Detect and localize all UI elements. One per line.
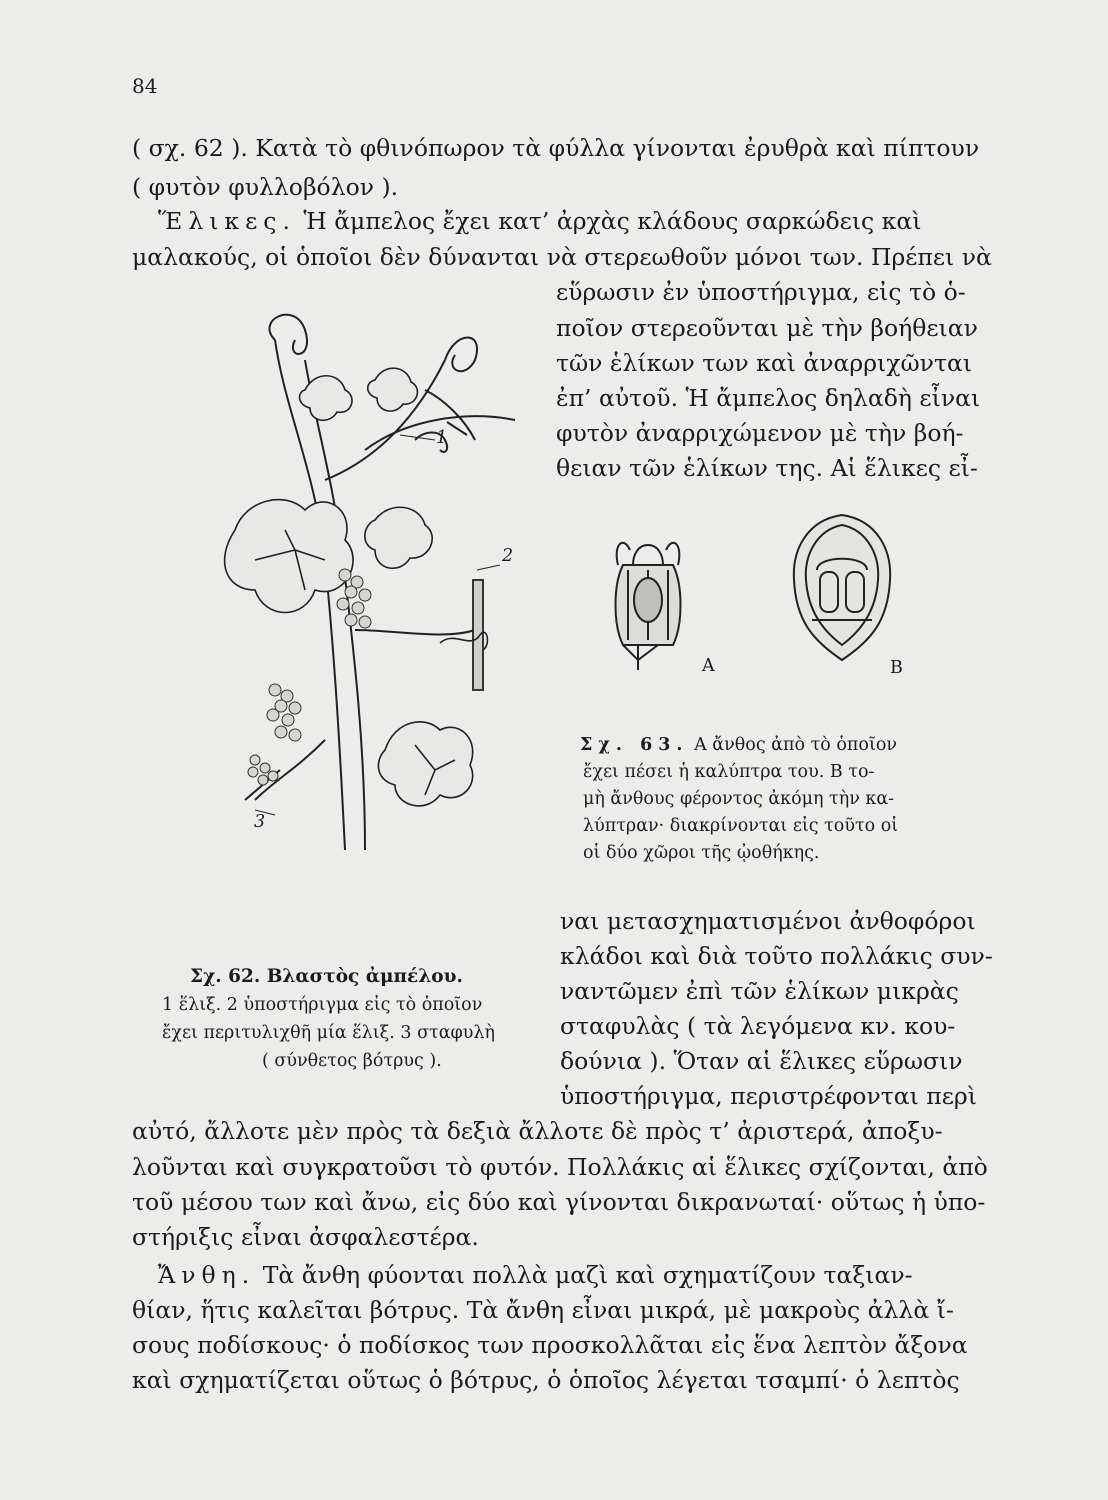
text-line: φυτὸν ἀναρριχώμενον μὲ τὴν βοή-: [556, 419, 964, 447]
figure-label-b: Β: [890, 658, 903, 678]
text-line: αὐτό, ἄλλοτε μὲν πρὸς τὰ δεξιὰ ἄλλοτε δὲ πρὸς τ’ ἀριστερά, ἀποξυ-: [132, 1117, 943, 1145]
section-heading-anthi: Ἄνθη.: [158, 1261, 256, 1289]
text-line: κλάδοι καὶ διὰ τοῦτο πολλάκις συν-: [560, 942, 993, 970]
text-line: μαλακούς, οἱ ὁποῖοι δὲν δύνανται νὰ στερεωθοῦν μόνοι των. Πρέπει νὰ: [132, 243, 992, 271]
figure-label-a: Α: [702, 656, 715, 676]
text-line: ποῖον στερεοῦνται μὲ τὴν βοήθειαν: [556, 314, 978, 342]
caption-head: Σχ. 63.: [580, 735, 689, 755]
text-line: τῶν ἑλίκων των καὶ ἀναρριχῶνται: [556, 349, 973, 377]
caption-line: οἱ δύο χῶροι τῆς ᾠοθήκης.: [583, 843, 820, 863]
figure-label-1: 1: [436, 428, 448, 448]
text-line: καὶ σχηματίζεται οὕτως ὁ βότρυς, ὁ ὁποῖος λέγεται τσαμπί· ὁ λεπτὸς: [132, 1366, 960, 1394]
caption-line: μὴ ἄνθους φέροντος ἀκόμη τὴν κα-: [583, 789, 895, 809]
text-line: ( φυτὸν φυλλοβόλον ).: [132, 173, 399, 201]
flower-section-illustration-b: [782, 510, 902, 665]
elikes-paragraph: [158, 207, 922, 235]
text-line: στήριξις εἶναι ἀσφαλεστέρα.: [132, 1223, 479, 1251]
text-line: ναι μετασχηματισμένοι ἀνθοφόροι: [560, 907, 976, 935]
text-run: Ἡ ἄμπελος ἔχει κατ’ ἀρχὰς κλάδους σαρκώδεις καὶ: [303, 207, 922, 235]
text-line: ναντῶμεν ἐπὶ τῶν ἑλίκων μικρὰς: [560, 977, 959, 1005]
flower-illustration-a: [608, 525, 688, 675]
text-line: δούνια ). Ὅταν αἱ ἕλικες εὕρωσιν: [560, 1047, 963, 1075]
figure-label-3: 3: [254, 812, 266, 832]
text-run: Τὰ ἄνθη φύονται πολλὰ μαζὶ καὶ σχηματίζουν ταξιαν-: [262, 1261, 913, 1289]
anthi-paragraph: [158, 1261, 913, 1289]
page-number: 84: [132, 74, 158, 98]
caption-line: ἔχει πέσει ἡ καλύπτρα του. Β το-: [583, 762, 875, 782]
text-line: εὕρωσιν ἐν ὑποστήριγμα, εἰς τὸ ὁ-: [556, 278, 966, 306]
caption-text: Α ἄνθος ἀπὸ τὸ ὁποῖον: [694, 735, 897, 755]
section-heading-elikes: Ἕλικες.: [158, 207, 296, 235]
text-line: ( σχ. 62 ). Κατὰ τὸ φθινόπωρον τὰ φύλλα γίνονται ἐρυθρὰ καὶ πίπτουν: [132, 134, 980, 162]
figure-62-caption-title: Σχ. 62. Βλαστὸς ἀμπέλου.: [190, 966, 463, 987]
figure-label-2: 2: [502, 546, 514, 566]
grapevine-shoot-illustration: [215, 300, 555, 860]
text-line: σους ποδίσκους· ὁ ποδίσκος των προσκολλᾶται εἰς ἕνα λεπτὸν ἄξονα: [132, 1331, 968, 1359]
text-line: θίαν, ἥτις καλεῖται βότρυς. Τὰ ἄνθη εἶναι μικρά, μὲ μακροὺς ἀλλὰ ἴ-: [132, 1296, 954, 1324]
text-line: ἐπ’ αὐτοῦ. Ἡ ἄμπελος δηλαδὴ εἶναι: [556, 384, 981, 412]
text-line: θειαν τῶν ἑλίκων της. Αἱ ἕλικες εἶ-: [556, 454, 978, 482]
text-line: λοῦνται καὶ συγκρατοῦσι τὸ φυτόν. Πολλάκις αἱ ἕλικες σχίζονται, ἀπὸ: [132, 1153, 988, 1181]
figure-63-caption: [580, 737, 897, 755]
text-line: τοῦ μέσου των καὶ ἄνω, εἰς δύο καὶ γίνονται δικρανωταί· οὕτως ἡ ὑπο-: [132, 1188, 986, 1216]
caption-line: ἔχει περιτυλιχθῆ μία ἕλιξ. 3 σταφυλὴ: [162, 1023, 495, 1043]
caption-line: 1 ἕλιξ. 2 ὑποστήριγμα εἰς τὸ ὁποῖον: [162, 995, 483, 1015]
caption-line: ( σύνθετος βότρυς ).: [262, 1051, 442, 1071]
text-line: ὑποστήριγμα, περιστρέφονται περὶ: [560, 1082, 977, 1110]
caption-line: λύπτραν· διακρίνονται εἰς τοῦτο οἱ: [583, 816, 899, 836]
text-line: σταφυλὰς ( τὰ λεγόμενα κν. κου-: [560, 1012, 956, 1040]
